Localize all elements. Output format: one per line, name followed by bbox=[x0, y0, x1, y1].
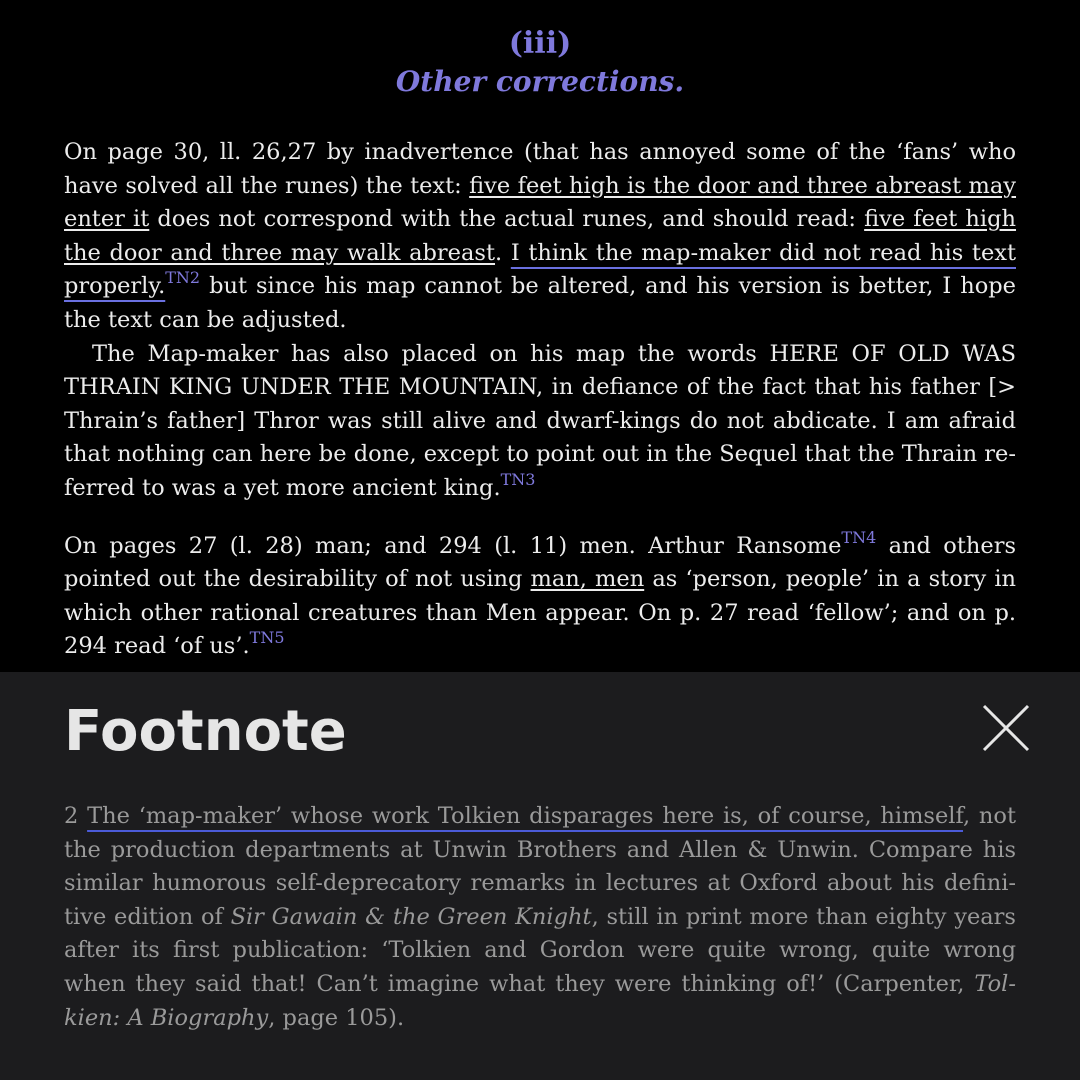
footnote-ref-tn2[interactable]: TN2 bbox=[165, 268, 201, 288]
user-highlight-underlined[interactable]: properly. bbox=[64, 273, 166, 300]
text-run: On page 30, ll. 26,27 by inadvertence (that has annoyed some of the ‘fans’ who have solved all the runes) the text: bbox=[64, 139, 1016, 199]
text-run: , not the production departments at Unwin Brothers and Allen & Unwin. Compare his similar humorous self-deprecatory remarks in lectures at Oxford about his definitive edition of bbox=[64, 803, 1017, 930]
text-run: does not correspond with the actual runes, and should read: bbox=[149, 206, 865, 233]
text-run: but since his map cannot be altered, and his version is better, I hope the text can be adjusted. bbox=[64, 273, 1016, 333]
footnote-text bbox=[64, 800, 1016, 1035]
section-title: Other corrections. bbox=[395, 65, 685, 98]
underlined-text: five feet high is the door and three abreast may enter it bbox=[64, 172, 1017, 233]
footnote-title: Footnote bbox=[64, 699, 347, 764]
italic-title: Sir Gawain & the Green Knight bbox=[230, 903, 592, 930]
body-text bbox=[64, 136, 1016, 664]
text-run: , still in print more than eighty years after its first publication: ‘Tolkien and Gordon were quite wrong, quite wrong when they said that! Can’t imagine what they were thinking of!’ (Carpenter, bbox=[64, 903, 1016, 997]
footnote-ref-tn4[interactable]: TN4 bbox=[841, 527, 877, 547]
text-run: The Map-maker has also placed on his map the words HERE OF OLD WAS THRAIN KING UNDER THE MOUNTAIN, in defiance of the fact that his father [> Thrain’s father] Thror was still alive and dwarf-kings do not abdicate. I am afraid that nothing can here be done, except to point out in the Sequel that the Thrain referred to was a yet more ancient king. bbox=[64, 340, 1016, 501]
underlined-text: man, men bbox=[530, 566, 645, 593]
underlined-text: five feet high the door and three may walk abreast bbox=[64, 206, 1017, 266]
footnote-number: 2 bbox=[64, 803, 79, 829]
paragraph bbox=[64, 136, 1016, 338]
paragraph bbox=[64, 338, 1016, 506]
close-button[interactable] bbox=[978, 700, 1034, 756]
user-highlight[interactable]: I think the map-maker did not read his text bbox=[510, 239, 1016, 266]
section-number: (iii) bbox=[508, 26, 572, 61]
footnote-highlight[interactable]: The ‘map-maker’ whose work Tolkien disparages here is, of course, himself bbox=[87, 803, 964, 829]
paragraph bbox=[64, 527, 1017, 664]
italic-title: Tolkien: A Biography bbox=[64, 970, 1016, 1031]
footnote-ref-tn5[interactable]: TN5 bbox=[249, 628, 285, 648]
text-run: , page 105). bbox=[268, 1004, 405, 1031]
text-run: and others pointed out the desirability of not using bbox=[64, 532, 1016, 593]
close-icon bbox=[978, 700, 1034, 756]
text-run: On pages 27 (l. 28) man; and 294 (l. 11) men. Arthur Ransome bbox=[64, 532, 842, 559]
footnote-ref-tn3[interactable]: TN3 bbox=[500, 469, 536, 489]
text-run: as ‘person, people’ in a story in which other rational creatures than Men appear. On p. 27 read ‘fellow’; and on p. 294 read ‘of us’. bbox=[64, 566, 1017, 660]
text-run: . bbox=[495, 239, 511, 266]
